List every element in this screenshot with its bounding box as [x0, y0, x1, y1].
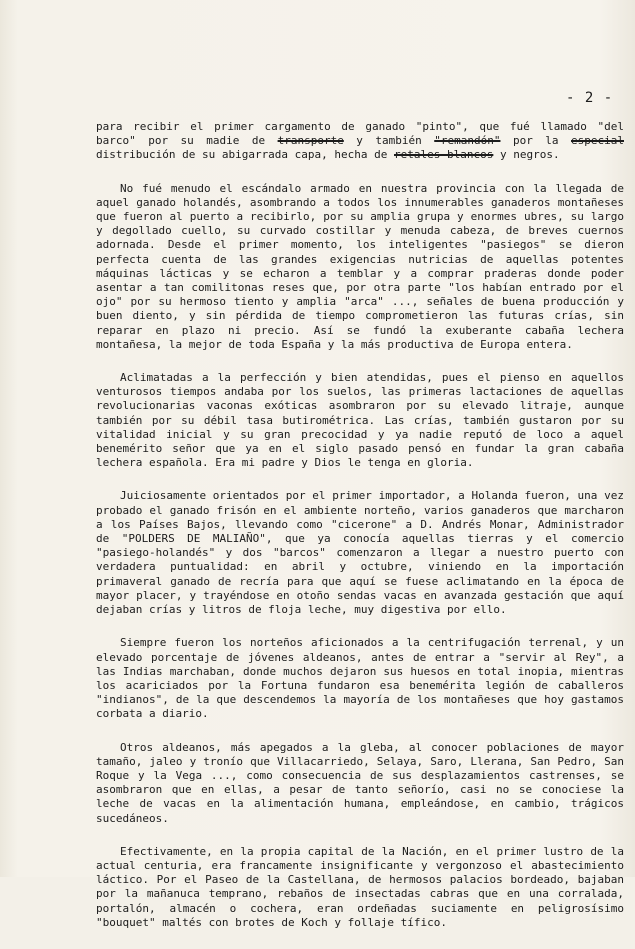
struck-word: especial	[571, 134, 624, 148]
struck-word: "remandón"	[434, 134, 501, 148]
paragraph-6: Otros aldeanos, más apegados a la gleba, al conocer poblaciones de mayor tamaño, jaleo y tronío que Villacarriedo, Selaya, Saro, Llerana, San Pedro, San Roque y la Vega ..., como consecuencia de sus desplazamientos castrenses, se asombraron que en ellas, a pesar de tanto señorío, casi no se conociese la leche de vacas en la alimentación humana, empleándose, en cambio, trágicos sucedáneos.	[96, 740, 624, 825]
paragraph-4: Juiciosamente orientados por el primer importador, a Holanda fueron, una vez probado el ganado frisón en el ambiente norteño, varios ganaderos que marcharon a los Países Bajos, llevando como "cicerone" a D. Andrés Monar, Administrador de "POLDERS DE MALIAÑO", que ya conocía aquellas tierras y el comercio "pasiego-holandés" y dos "barcos" comenzaron a llegar a nuestro puerto con verdadera puntualidad: en abril y octubre, viniendo en la importación primaveral ganado de recría para que aquí se fuese aclimatando en la época de mayor placer, y trayéndose en otoño sendas vacas en avanzada gestación que aquí dejaban crías y litros de floja leche, muy digestiva por ello.	[96, 489, 624, 617]
paragraph-5: Siempre fueron los norteños aficionados a la centrifugación terrenal, y un elevado porcentaje de jóvenes aldeanos, antes de entrar a "servir al Rey", a las Indias marchaban, donde muchos dejaron sus huesos en total inopia, mientras los acariciados por la Fortuna fundaron esa benemérita legión de caballeros "indianos", de la que descendemos la mayoría de los montañeses que hoy gastamos corbata a diario.	[96, 636, 624, 721]
document-body	[96, 120, 624, 949]
paragraph-1: para recibir el primer cargamento de ganado "pinto", que fué llamado "del barco" por su madie de transporte y también "remandón" por la especial distribución de su abigarrada capa, hecha de retales blancos y negros.	[96, 120, 624, 162]
paragraph-3: Aclimatadas a la perfección y bien atendidas, pues el pienso en aquellos venturosos tiempos andaba por los suelos, las primeras lactaciones de aquellas revolucionarias vaconas exóticas asombraron por su elevado litraje, aunque también por su débil tasa butirométrica. Las crías, también gustaron por su vitalidad inicial y su gran precocidad y ya nadie reputó de loco a aquel benemérito señor que ya en el siglo pasado pensó en fundar la gran cabaña lechera española. Era mi padre y Dios le tenga en gloria.	[96, 371, 624, 470]
paragraph-7: Efectivamente, en la propia capital de la Nación, en el primer lustro de la actual centuria, era francamente insignificante y vergonzoso el abastecimiento láctico. Por el Paseo de la Castellana, de hermosos palacios bordeado, bajaban por la mañanuca temprano, rebaños de insectadas cabras que en una corralada, portalón, almacén o cochera, eran ordeñadas suciamente en peligrosísimo "bouquet" maltés con brotes de Koch y follaje tífico.	[96, 844, 624, 929]
page-number: - 2 -	[566, 90, 614, 106]
paragraph-2: No fué menudo el escándalo armado en nuestra provincia con la llegada de aquel ganado holandés, asombrando a todos los innumerables ganaderos montañeses que fueron al puerto a recibirlo, por su amplia grupa y enormes ubres, su largo y degollado cuello, su curvado costillar y menuda cabeza, de breves cuernos adornada. Desde el primer momento, los inteligentes "pasiegos" se dieron perfecta cuenta de las grandes exigencias nutricias de aquellas potentes máquinas lácticas y se echaron a temblar y a comprar praderas donde poder asentar a tan comilitonas reses que, por otra parte "los habían entrado por el ojo" por su hermoso tiento y amplia "arca" ..., señales de buena producción y buen diento, y sin pérdida de tiempo comprometieron las futuras crías, sin reparar en plazo ni precio. Así se fundó la exuberante cabaña lechera montañesa, la mejor de toda España y la más productiva de Europa entera.	[96, 181, 624, 351]
struck-word: transporte	[277, 134, 344, 148]
struck-word: retales blancos	[394, 148, 494, 162]
